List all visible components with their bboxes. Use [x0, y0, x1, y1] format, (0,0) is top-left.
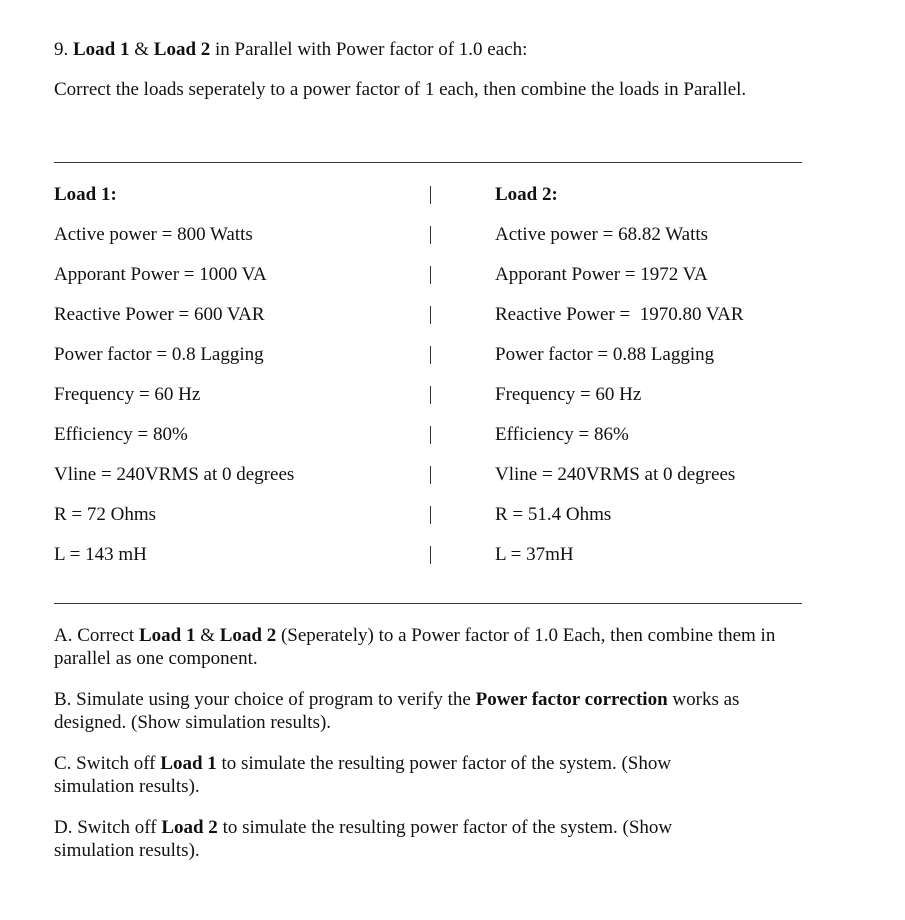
task-b-text: B. Simulate using your choice of program to verify the — [54, 689, 476, 710]
load2-row-apparent-power: Apporant Power = 1972 VA — [495, 264, 708, 285]
load1-row-efficiency: Efficiency = 80% — [54, 424, 188, 445]
separator — [430, 466, 431, 484]
task-b-rest: works as designed. (Show simulation results). — [54, 689, 740, 733]
separator — [430, 346, 431, 364]
heading-rest: in Parallel with Power factor of 1.0 each: — [215, 39, 528, 60]
task-c-text: C. Switch off — [54, 753, 161, 774]
separator — [430, 546, 431, 564]
question-heading — [54, 38, 527, 61]
load1-row-vline: Vline = 240VRMS at 0 degrees — [54, 464, 295, 485]
load2-row-reactive-power: Reactive Power = 1970.80 VAR — [495, 304, 744, 325]
load1-row-active-power: Active power = 800 Watts — [54, 224, 253, 245]
separator — [430, 386, 431, 404]
separator — [430, 426, 431, 444]
separator — [430, 506, 431, 524]
task-d-text: D. Switch off — [54, 817, 162, 838]
load1-row-frequency: Frequency = 60 Hz — [54, 384, 201, 405]
task-c-load1: Load 1 — [160, 753, 217, 774]
task-a-load1: Load 1 — [138, 625, 196, 646]
load2-row-power-factor: Power factor = 0.88 Lagging — [495, 344, 715, 365]
load2-row-active-power: Active power = 68.82 Watts — [495, 224, 709, 245]
load2-row-resistance: R = 51.4 Ohms — [495, 504, 612, 525]
task-c-rest: to simulate the resulting power factor of the system. (Show simulation results). — [54, 753, 672, 797]
task-a-amp: & — [195, 625, 220, 646]
separator — [430, 306, 431, 324]
task-a-rest: (Seperately) to a Power factor of 1.0 Each, then combine them in parallel as one component. — [54, 625, 776, 669]
task-d — [54, 816, 744, 862]
load1-title: Load 1: — [54, 184, 117, 205]
task-a — [54, 624, 784, 670]
load2-title: Load 2: — [495, 184, 558, 205]
load1-row-apparent-power: Apporant Power = 1000 VA — [54, 264, 267, 285]
load2-row-vline: Vline = 240VRMS at 0 degrees — [495, 464, 736, 485]
task-b — [54, 688, 814, 734]
load1-row-inductance: L = 143 mH — [54, 544, 147, 565]
task-b-pf-correction: Power factor correction — [475, 689, 668, 710]
task-a-text: A. Correct — [54, 625, 139, 646]
load2-row-inductance: L = 37mH — [495, 544, 574, 565]
task-a-load2: Load 2 — [219, 625, 277, 646]
task-d-load2: Load 2 — [161, 817, 218, 838]
load1-row-reactive-power: Reactive Power = 600 VAR — [54, 304, 265, 325]
top-divider — [54, 162, 802, 163]
bottom-divider — [54, 603, 802, 604]
load1-row-power-factor: Power factor = 0.8 Lagging — [54, 344, 264, 365]
intro-paragraph: Correct the loads seperately to a power factor of 1 each, then combine the loads in Parallel. — [54, 79, 747, 100]
load2-row-efficiency: Efficiency = 86% — [495, 424, 629, 445]
load1-row-resistance: R = 72 Ohms — [54, 504, 157, 525]
separator — [430, 226, 431, 244]
heading-load1: Load 1 — [73, 39, 130, 60]
heading-amp: & — [134, 39, 150, 60]
question-number: 9. — [54, 39, 69, 60]
separator — [430, 266, 431, 284]
task-c — [54, 752, 744, 798]
load2-row-frequency: Frequency = 60 Hz — [495, 384, 642, 405]
separator — [430, 186, 431, 204]
task-d-rest: to simulate the resulting power factor of the system. (Show simulation results). — [54, 817, 673, 861]
heading-load2: Load 2 — [153, 39, 211, 60]
